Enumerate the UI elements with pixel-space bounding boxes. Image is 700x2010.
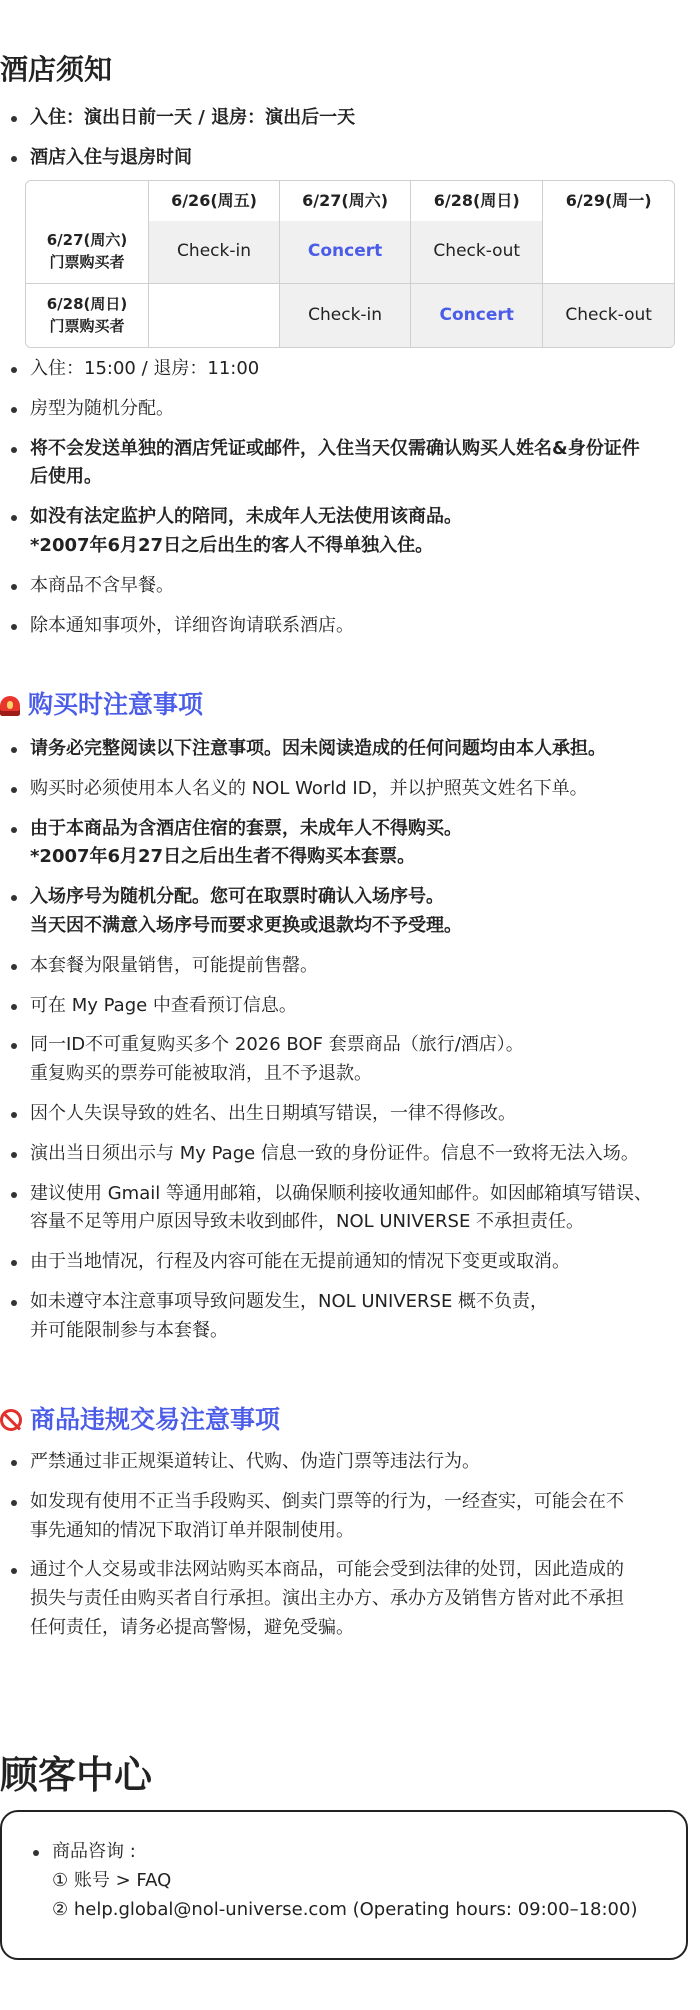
table-header-cell: 6/28(周日) — [411, 181, 543, 221]
list-item-text: 事先通知的情况下取消订单并限制使用。 — [30, 1519, 354, 1541]
inquiry-label: 商品咨询 : — [52, 1841, 136, 1862]
hotel-notice-title: 酒店须知 — [0, 53, 113, 86]
table-cell: Check-in — [280, 284, 411, 347]
list-item-text: 严禁通过非正规渠道转让、代购、伪造门票等违法行为。 — [30, 1451, 480, 1472]
list-item-text: 任何责任，请务必提高警惕，避免受骗。 — [30, 1616, 354, 1638]
list-item — [0, 395, 690, 424]
list-item-text: 可在 My Page 中查看预订信息。 — [30, 994, 297, 1016]
list-item-text: 由于当地情况，行程及内容可能在无提前通知的情况下变更或取消。 — [30, 1251, 570, 1273]
list-item-text: 本商品不含早餐。 — [30, 574, 174, 596]
row-date: 6/27(周六) — [46, 231, 128, 250]
hotel-notice-list — [0, 355, 690, 651]
list-item-text: 容量不足等用户原因导致未收到邮件，NOL UNIVERSE 不承担责任。 — [30, 1211, 585, 1233]
list-item — [0, 775, 690, 804]
table-cell-concert: Concert — [280, 221, 411, 284]
list-item — [0, 992, 690, 1021]
row-date: 6/28(周日) — [46, 294, 128, 313]
faq-link[interactable]: ① 账号 > FAQ — [52, 1869, 172, 1891]
list-item — [0, 572, 690, 601]
table-cell: Check-out — [411, 221, 543, 284]
violation-notes-title-text: 商品违规交易注意事项 — [30, 1405, 281, 1434]
table-cell — [149, 284, 280, 347]
list-item — [0, 883, 690, 941]
purchase-notes-title — [0, 685, 203, 725]
list-item: 酒店入住与退房时间 — [0, 144, 690, 173]
customer-center-title: 顾客中心 — [0, 1753, 153, 1797]
list-item-text: 重复购买的票券可能被取消，且不予退款。 — [30, 1063, 372, 1085]
purchase-notes-title-text: 购买时注意事项 — [28, 690, 204, 719]
list-item-text: 如没有法定监护人的陪同，未成年人无法使用该商品。 — [30, 506, 462, 528]
row-header-cell — [26, 221, 149, 284]
list-item: 入住：演出日前一天 / 退房：演出后一天 — [0, 104, 690, 133]
list-item-text: 后使用。 — [30, 466, 102, 488]
table-cell-concert: Concert — [411, 284, 543, 347]
prohibited-icon — [0, 1409, 22, 1431]
list-item-text: 同一ID不可重复购买多个 2026 BOF 套票商品（旅行/酒店）。 — [30, 1034, 524, 1056]
table-cell: Check-in — [149, 221, 280, 284]
list-item — [0, 815, 690, 873]
list-item — [0, 1488, 690, 1546]
list-item — [0, 1031, 690, 1089]
list-item-text: 通过个人交易或非法网站购买本商品，可能会受到法律的处罚，因此造成的 — [30, 1559, 624, 1581]
list-item — [0, 952, 690, 981]
table-row — [26, 284, 674, 347]
row-header-cell — [26, 284, 149, 347]
table-header-cell: 6/29(周一) — [565, 191, 652, 211]
list-item-text: 将不会发送单独的酒店凭证或邮件，入住当天仅需确认购买人姓名&身份证件 — [30, 437, 640, 459]
list-item — [0, 1140, 690, 1169]
inquiry-item — [22, 1838, 686, 1924]
table-cell: Check-out — [543, 284, 674, 347]
list-item-text: *2007年6月27日之后出生的客人不得单独入住。 — [30, 534, 434, 556]
list-item-text: 损失与责任由购买者自行承担。演出主办方、承办方及销售方皆对此不承担 — [30, 1588, 624, 1610]
list-item — [0, 1100, 690, 1129]
table-cell — [543, 221, 674, 284]
list-item — [0, 1248, 690, 1277]
list-item — [0, 1448, 690, 1477]
list-item-text: 由于本商品为含酒店住宿的套票，未成年人不得购买。 — [30, 817, 462, 839]
list-item-text: 入场序号为随机分配。您可在取票时确认入场序号。 — [30, 886, 444, 908]
list-item — [0, 1180, 690, 1238]
table-header-row — [26, 181, 674, 221]
list-item — [0, 435, 690, 493]
list-item-text: 当天因不满意入场序号而要求更换或退款均不予受理。 — [30, 914, 462, 936]
list-item — [0, 735, 690, 764]
table-header-cell: 6/27(周六) — [280, 181, 411, 221]
row-buyer-label: 门票购买者 — [49, 253, 125, 271]
list-item — [0, 355, 690, 384]
table-row — [26, 221, 674, 284]
list-item-text: 如发现有使用不正当手段购买、倒卖门票等的行为，一经查实，可能会在不 — [30, 1490, 624, 1512]
list-item — [0, 1288, 690, 1346]
violation-notes-list — [0, 1448, 690, 1654]
list-item-text: 如未遵守本注意事项导致问题发生，NOL UNIVERSE 概不负责， — [30, 1290, 549, 1312]
table-header-cell: 6/26(周五) — [149, 181, 280, 221]
table-header-cell — [26, 181, 149, 221]
checkin-schedule-table — [25, 180, 675, 348]
list-item — [0, 503, 690, 561]
list-item-text: 房型为随机分配。 — [30, 397, 174, 419]
list-item-text: *2007年6月27日之后出生者不得购买本套票。 — [30, 846, 416, 868]
list-item-text: 购买时必须使用本人名义的 NOL World ID，并以护照英文姓名下单。 — [30, 777, 588, 799]
list-item — [0, 1556, 690, 1642]
violation-notes-title — [0, 1400, 280, 1440]
list-item-text: 演出当日须出示与 My Page 信息一致的身份证件。信息不一致将无法入场。 — [30, 1142, 639, 1164]
list-item-text: 并可能限制参与本套餐。 — [30, 1319, 228, 1341]
hotel-top-list — [0, 104, 690, 184]
list-item-text: 建议使用 Gmail 等通用邮箱，以确保顺利接收通知邮件。如因邮箱填写错误、 — [30, 1182, 652, 1204]
list-item-text: 除本通知事项外，详细咨询请联系酒店。 — [30, 614, 354, 636]
row-buyer-label: 门票购买者 — [49, 316, 125, 335]
support-email-link[interactable]: ② help.global@nol-universe.com (Operating hours: 09:00–18:00) — [52, 1898, 638, 1920]
customer-center-box — [0, 1810, 688, 1960]
list-item-text: 本套餐为限量销售，可能提前售罄。 — [30, 954, 318, 976]
list-item-text: 入住：15:00 / 退房：11:00 — [30, 358, 260, 379]
list-item — [0, 612, 690, 641]
list-item-text: 因个人失误导致的姓名、出生日期填写错误，一律不得修改。 — [30, 1102, 516, 1124]
list-item-text: 请务必完整阅读以下注意事项。因未阅读造成的任何问题均由本人承担。 — [30, 738, 606, 759]
purchase-notes-list — [0, 735, 690, 1357]
siren-icon — [0, 696, 20, 716]
